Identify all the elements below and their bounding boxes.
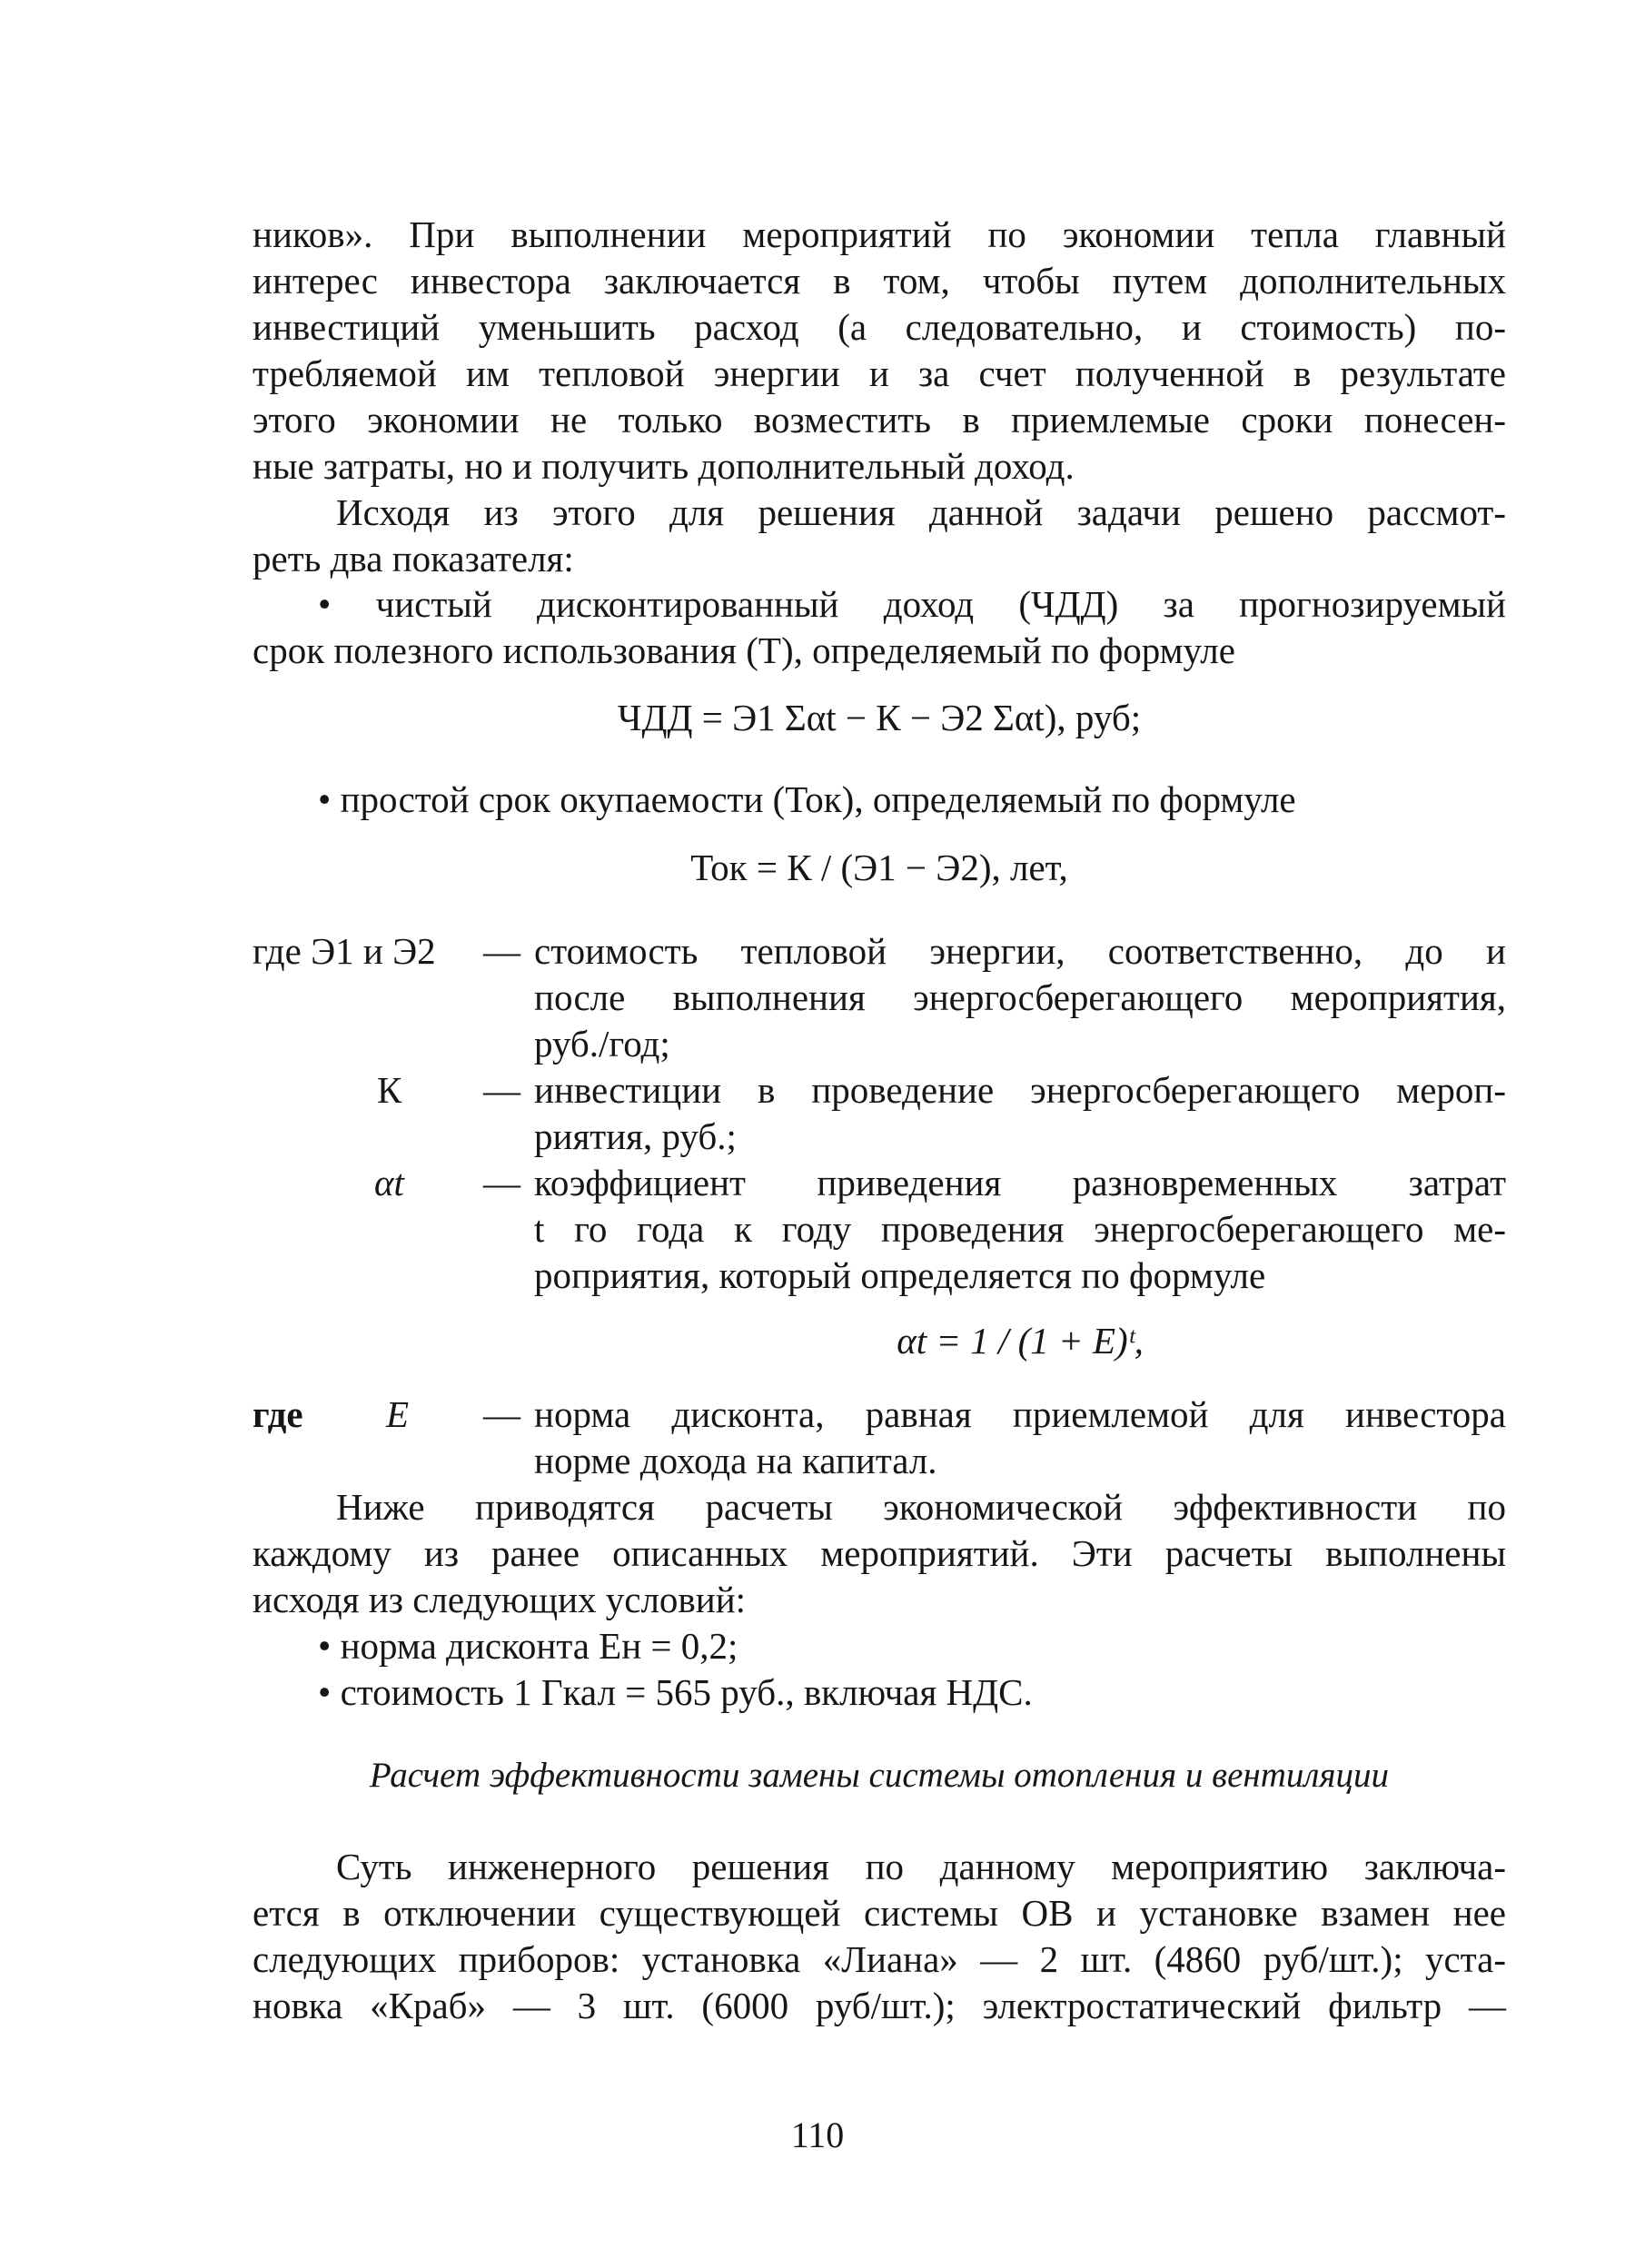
paragraph-2-line: Исходя из этого для решения данной задачи решено рассмот- <box>336 491 1506 533</box>
definition-dash: — <box>483 1069 520 1111</box>
definition-text: риятия, руб.; <box>534 1115 737 1157</box>
definition-dash: — <box>483 1162 520 1203</box>
formula-npv: ЧДД = Э1 Σαt − К − Э2 Σαt), руб; <box>617 697 1142 738</box>
definition-text: норме дохода на капитал. <box>534 1440 937 1481</box>
section-heading: Расчет эффективности замены системы отопления и вентиляции <box>369 1756 1390 1795</box>
definition-text: t го года к году проведения энергосберегающего ме- <box>534 1208 1506 1250</box>
definition-text: стоимость тепловой энергии, соответственно, до и <box>534 930 1506 972</box>
definition-dash: — <box>483 930 520 972</box>
definition-term-e1-e2: где Э1 и Э2 <box>253 930 436 972</box>
definition-prefix-where: где <box>253 1393 303 1435</box>
paragraph-4-line: ется в отключении существующей системы ОВ и установке взамен нее <box>253 1892 1506 1934</box>
definition-text: коэффициент приведения разновременных затрат <box>534 1162 1506 1203</box>
definition-text: после выполнения энергосберегающего мероприятия, <box>534 976 1506 1018</box>
paragraph-3-line: исходя из следующих условий: <box>253 1579 747 1620</box>
paragraph-2-line: реть два показателя: <box>253 538 574 579</box>
bullet-1-line: • чистый дисконтированный доход (ЧДД) за прогнозируемый <box>318 583 1506 625</box>
paragraph-3-line: каждому из ранее описанных мероприятий. Эти расчеты выполнены <box>253 1532 1506 1574</box>
definition-dash: — <box>483 1393 520 1435</box>
paragraph-1-line: инвестиций уменьшить расход (а следовательно, и стоимость) по- <box>253 306 1506 348</box>
paragraph-1-line: интерес инвестора заключается в том, чтобы путем дополнительных <box>253 260 1506 302</box>
page-number: 110 <box>790 2114 845 2155</box>
condition-item: • стоимость 1 Гкал = 565 руб., включая НДС. <box>318 1671 1033 1713</box>
bullet-1-line: срок полезного использования (Т), определяемый по формуле <box>253 629 1235 671</box>
definition-term-k: К <box>377 1069 402 1111</box>
definition-term-e: E <box>386 1393 410 1435</box>
formula-discount-factor: αt = 1 / (1 + E)ᵗ, <box>897 1320 1144 1362</box>
paragraph-1-line: ные затраты, но и получить дополнительный доход. <box>253 445 1075 487</box>
definition-text: норма дисконта, равная приемлемой для инвестора <box>534 1393 1506 1435</box>
definition-text: руб./год; <box>534 1023 670 1065</box>
paragraph-1-line: этого экономии не только возместить в приемлемые сроки понесен- <box>253 399 1506 441</box>
paragraph-1-line: требляемой им тепловой энергии и за счет полученной в результате <box>253 352 1506 394</box>
paragraph-3-line: Ниже приводятся расчеты экономической эффективности по <box>336 1486 1506 1528</box>
paragraph-1-line: ников». При выполнении мероприятий по экономии тепла главный <box>253 213 1506 255</box>
bullet-2-line: • простой срок окупаемости (Ток), определяемый по формуле <box>318 778 1296 820</box>
paragraph-4-line: новка «Краб» — 3 шт. (6000 руб/шт.); электростатический фильтр — <box>253 1985 1506 2026</box>
definition-text: инвестиции в проведение энергосберегающего мероп- <box>534 1069 1506 1111</box>
definition-term-alpha: αt <box>374 1162 404 1203</box>
definition-text: роприятия, который определяется по формуле <box>534 1254 1266 1296</box>
paragraph-4-line: Суть инженерного решения по данному мероприятию заключа- <box>336 1846 1506 1887</box>
condition-item: • норма дисконта Eн = 0,2; <box>318 1625 738 1667</box>
paragraph-4-line: следующих приборов: установка «Лиана» — 2 шт. (4860 руб/шт.); уста- <box>253 1938 1506 1980</box>
formula-payback: Ток = К / (Э1 − Э2), лет, <box>690 847 1068 888</box>
